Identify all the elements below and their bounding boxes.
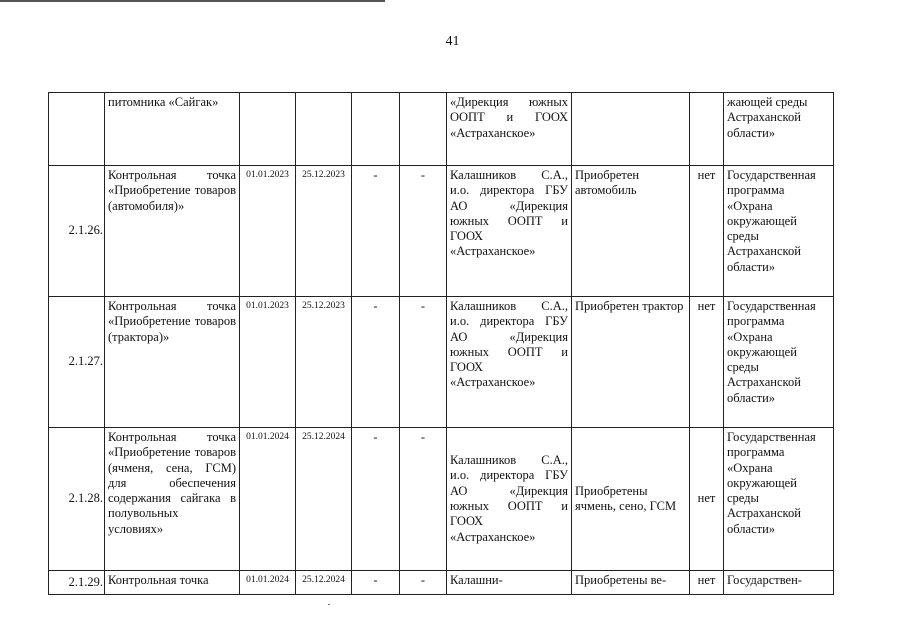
funding-source: жающей среды Астраханской области» — [724, 93, 834, 166]
expected-result — [572, 93, 690, 166]
column-6-value: - — [400, 571, 447, 595]
funding-source: Государственная программа «Охрана окружающей среды Астраханской области» — [724, 297, 834, 428]
row-number: 2.1.28. — [49, 428, 105, 571]
flag-value — [690, 93, 724, 166]
expected-result: Приобретены ве- — [572, 571, 690, 595]
responsible-executor: Калашников С.А., и.о. директора ГБУ АО «Дирекция южных ООПТ и ГООХ «Астраханское» — [447, 297, 572, 428]
page-number: 41 — [445, 34, 460, 49]
column-6-value: - — [400, 166, 447, 297]
start-date: 01.01.2024 — [240, 428, 296, 571]
column-5-value: - — [352, 571, 400, 595]
expected-result: Приобретен трактор — [572, 297, 690, 428]
event-name: питомника «Сайгак» — [105, 93, 240, 166]
responsible-executor: «Дирекция южных ООПТ и ГООХ «Астраханское» — [447, 93, 572, 166]
column-6-value: - — [400, 428, 447, 571]
row-number — [49, 93, 105, 166]
funding-source: Государственная программа «Охрана окружающей среды Астраханской области» — [724, 428, 834, 571]
funding-source: Государственная программа «Охрана окружающей среды Астраханской области» — [724, 166, 834, 297]
table-row — [49, 93, 834, 166]
end-date: 25.12.2024 — [296, 571, 352, 595]
row-number: 2.1.29. — [49, 571, 105, 595]
column-5-value: - — [352, 428, 400, 571]
start-date: 01.01.2023 — [240, 297, 296, 428]
event-name: Контрольная точка «Приобретение товаров (ячменя, сена, ГСМ) для обеспечения содержания сайгака в полувольных условиях» — [105, 428, 240, 571]
column-6-value — [400, 93, 447, 166]
flag-value: нет — [690, 428, 724, 571]
table-row — [49, 297, 834, 428]
flag-value: нет — [690, 297, 724, 428]
row-number: 2.1.27. — [49, 297, 105, 428]
flag-value: нет — [690, 571, 724, 595]
table-row — [49, 571, 834, 595]
start-date — [240, 93, 296, 166]
end-date: 25.12.2023 — [296, 166, 352, 297]
table-row — [49, 166, 834, 297]
responsible-executor: Калашников С.А., и.о. директора ГБУ АО «Дирекция южных ООПТ и ГООХ «Астраханское» — [447, 428, 572, 571]
event-name: Контрольная точка — [105, 571, 240, 595]
row-number: 2.1.26. — [49, 166, 105, 297]
event-name: Контрольная точка «Приобретение товаров (трактора)» — [105, 297, 240, 428]
flag-value: нет — [690, 166, 724, 297]
plan-table — [48, 92, 834, 595]
column-5-value: - — [352, 166, 400, 297]
column-5-value: - — [352, 297, 400, 428]
table-row — [49, 428, 834, 571]
scan-speck — [328, 604, 330, 605]
expected-result: Приобретен автомобиль — [572, 166, 690, 297]
funding-source: Государствен- — [724, 571, 834, 595]
expected-result: Приобретены ячмень, сено, ГСМ — [572, 428, 690, 571]
start-date: 01.01.2023 — [240, 166, 296, 297]
column-5-value — [352, 93, 400, 166]
column-6-value: - — [400, 297, 447, 428]
responsible-executor: Калашников С.А., и.о. директора ГБУ АО «Дирекция южных ООПТ и ГООХ «Астраханское» — [447, 166, 572, 297]
end-date: 25.12.2024 — [296, 428, 352, 571]
header-rule — [0, 0, 385, 2]
end-date — [296, 93, 352, 166]
start-date: 01.01.2024 — [240, 571, 296, 595]
end-date: 25.12.2023 — [296, 297, 352, 428]
responsible-executor: Калашни- — [447, 571, 572, 595]
event-name: Контрольная точка «Приобретение товаров (автомобиля)» — [105, 166, 240, 297]
document-table-container — [48, 92, 834, 595]
